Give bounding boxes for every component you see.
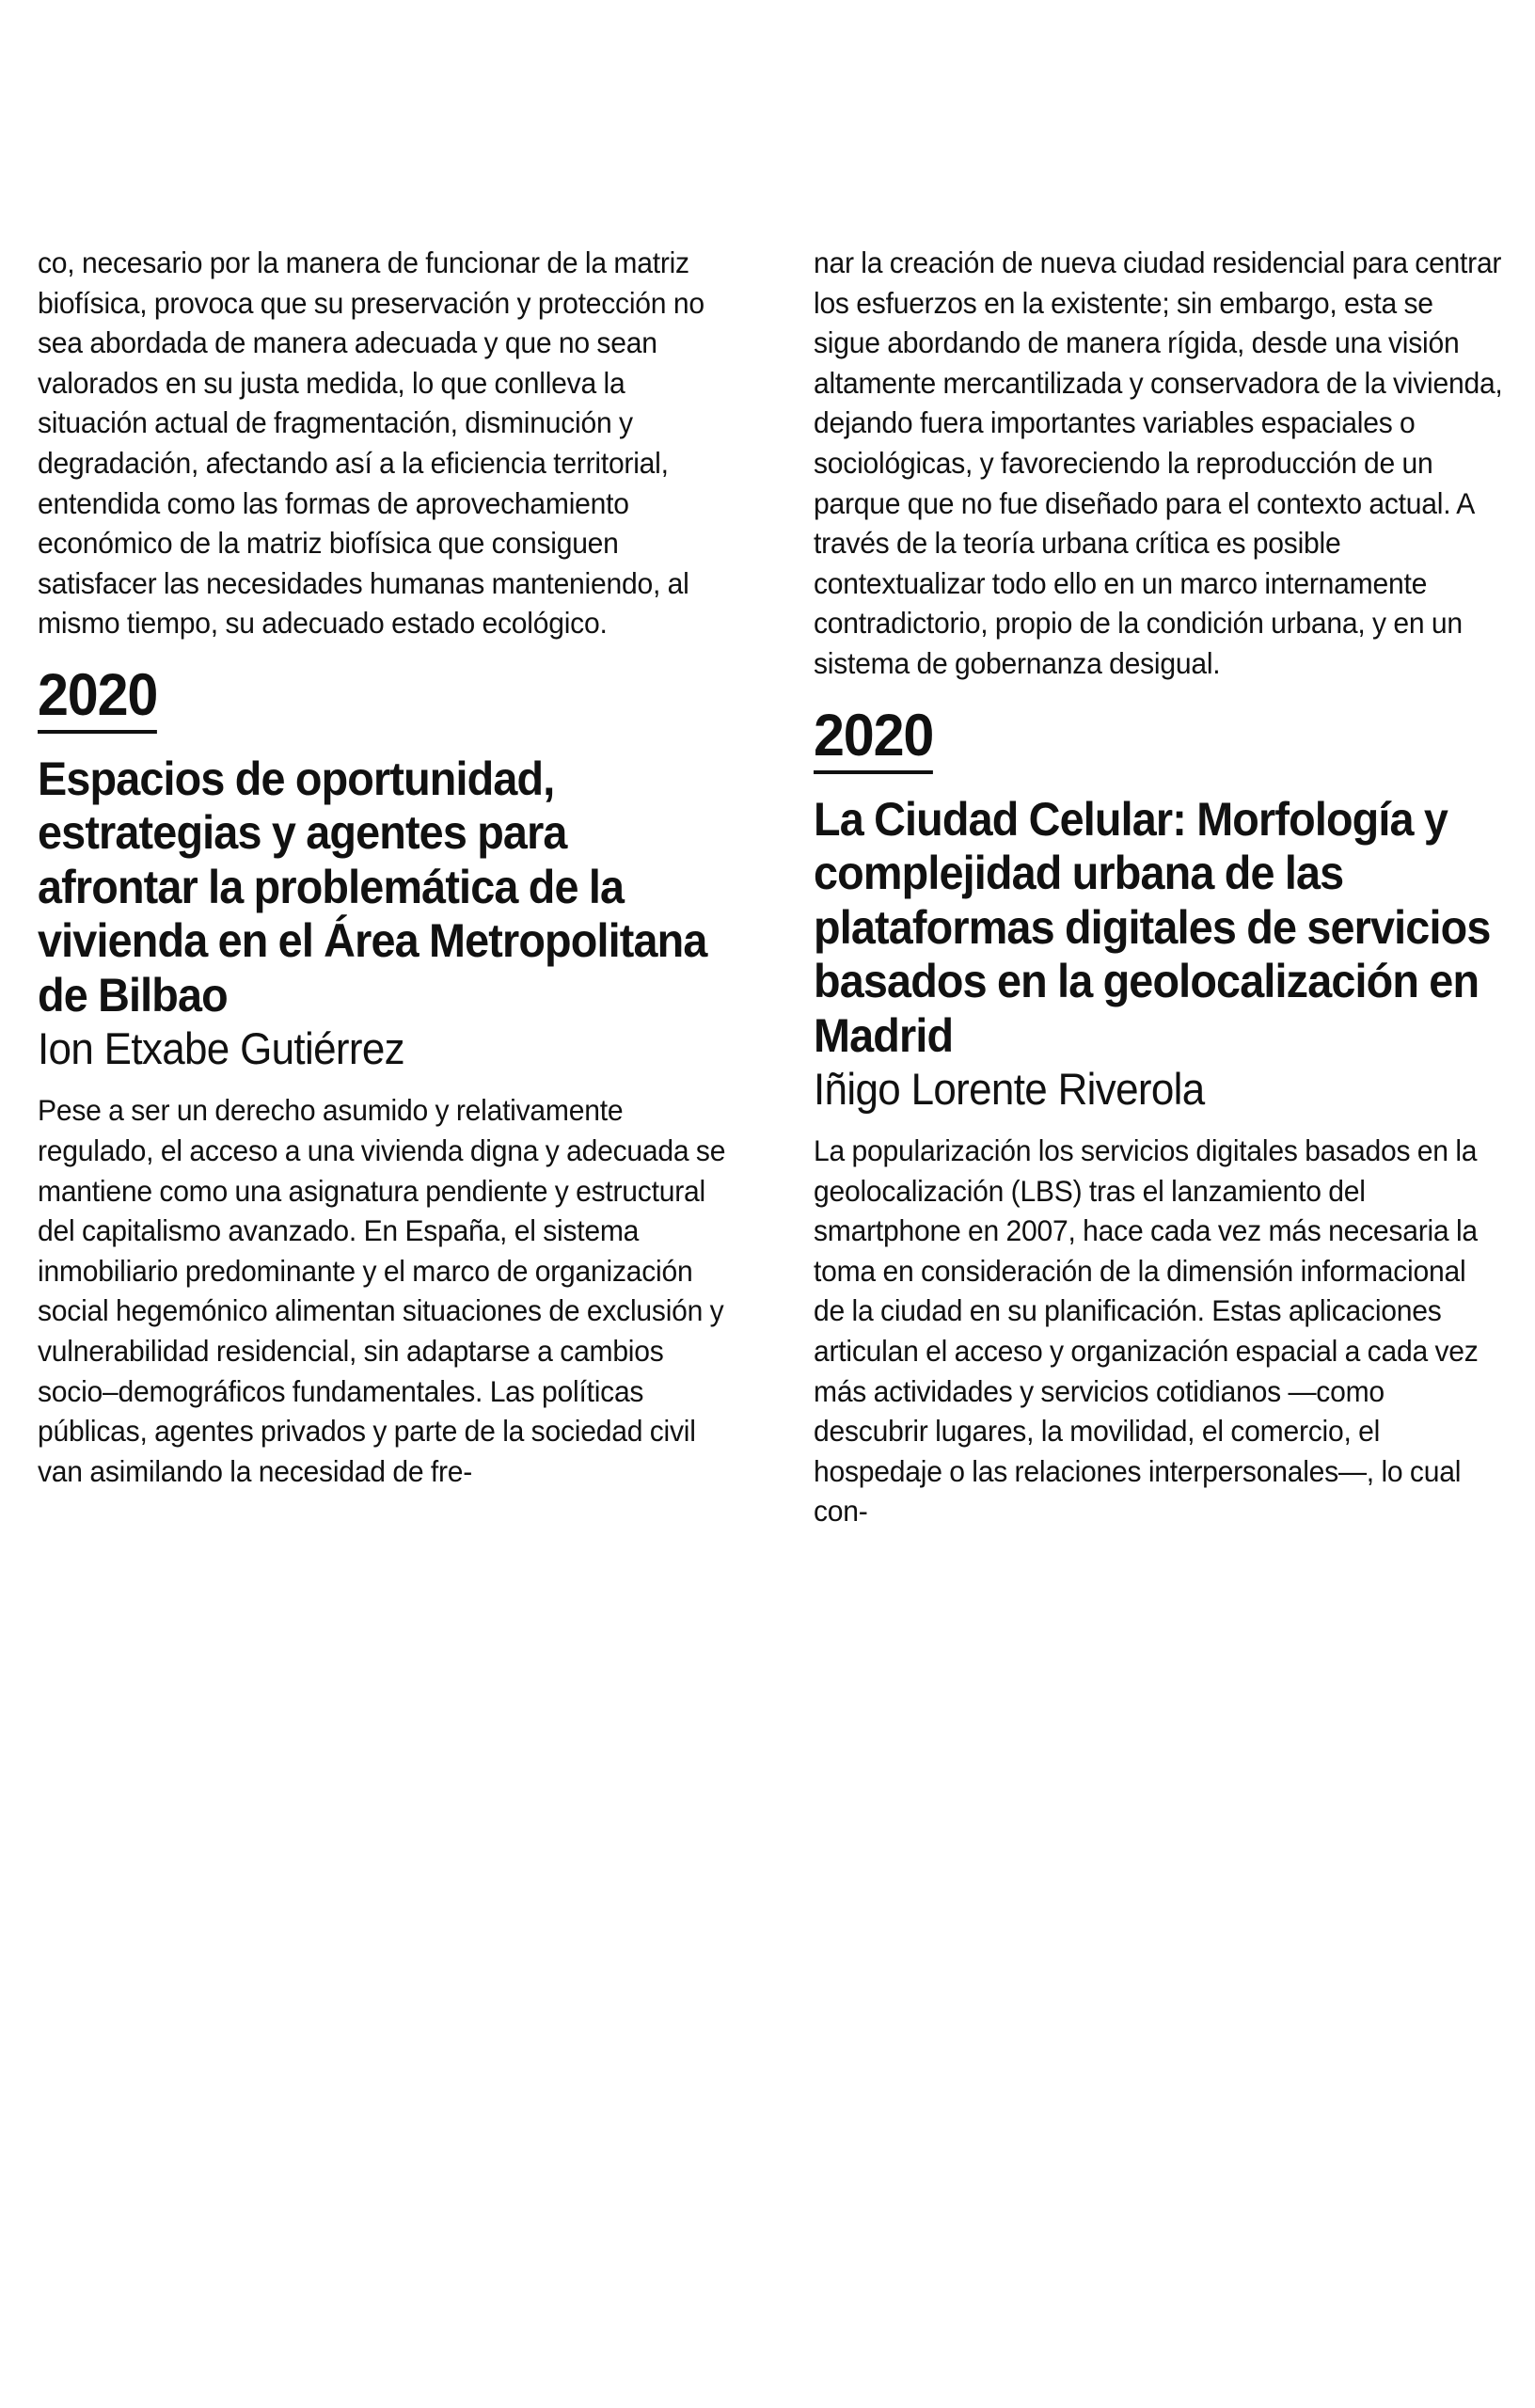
continued-paragraph-left: co, necesario por la manera de funcionar de la matriz biofísica, provoca que su preservación y protección no sea abordada de manera adecuada y que no sean valorados en su justa medida, lo que conlleva la situación actual de fragmentación, disminución y degradación, afectando así a la eficiencia territorial, entendida como las formas de aprovechamiento económico de la matriz biofísica que consiguen satisfacer las necesidades humanas manteniendo, al mismo tiempo, su adecuado estado ecológico. (38, 246, 704, 641)
article-author-left: Ion Etxabe Gutiérrez (38, 1023, 404, 1074)
two-column-layout (38, 243, 1501, 1531)
year-heading-right: 2020 (814, 706, 933, 774)
year-heading-right-wrapper (814, 702, 1501, 774)
year-heading-left: 2020 (38, 666, 157, 734)
year-heading-left-wrapper (38, 661, 725, 734)
article-title-left: Espacios de oportunidad, estrategias y agentes para afrontar la problemática de la vivienda en el Área Metropolitana de Bilbao (38, 752, 707, 1022)
right-column (814, 243, 1501, 1531)
left-column (38, 243, 725, 1491)
continued-paragraph-right: nar la creación de nueva ciudad residencial para centrar los esfuerzos en la existente; sin embargo, esta se sigue abordando de manera rígida, desde una visión altamente mercantilizada y conservadora de la vivienda, dejando fuera importantes variables espaciales o sociológicas, y favoreciendo la reproducción de un parque que no fue diseñado para el contexto actual. A través de la teoría urbana crítica es posible contextualizar todo ello en un marco internamente contradictorio, propio de la condición urbana, y en un sistema de gobernanza desigual. (814, 246, 1503, 680)
article-abstract-left: Pese a ser un derecho asumido y relativamente regulado, el acceso a una vivienda digna y adecuada se mantiene como una asignatura pendiente y estructural del capitalismo avanzado. En España, el sistema inmobiliario predominante y el marco de organización social hegemónico alimentan situaciones de exclusión y vulnerabilidad residencial, sin adaptarse a cambios socio–demográficos fundamentales. Las políticas públicas, agentes privados y parte de la sociedad civil van asimilando la necesidad de fre- (38, 1093, 726, 1488)
article-title-right: La Ciudad Celular: Morfología y complejidad urbana de las plataformas digitales de servicios basados en la geolocalización en Madrid (814, 792, 1491, 1062)
article-author-right: Iñigo Lorente Riverola (814, 1064, 1205, 1115)
article-abstract-right: La popularización los servicios digitales basados en la geolocalización (LBS) tras el lanzamiento del smartphone en 2007, hace cada vez más necesaria la toma en consideración de la dimensión informacional de la ciudad en su planificación. Estas aplicaciones articulan el acceso y organización espacial a cada vez más actividades y servicios cotidianos —como descubrir lugares, la movilidad, el comercio, el hospedaje o las relaciones interpersonales—, lo cual con- (814, 1133, 1479, 1529)
